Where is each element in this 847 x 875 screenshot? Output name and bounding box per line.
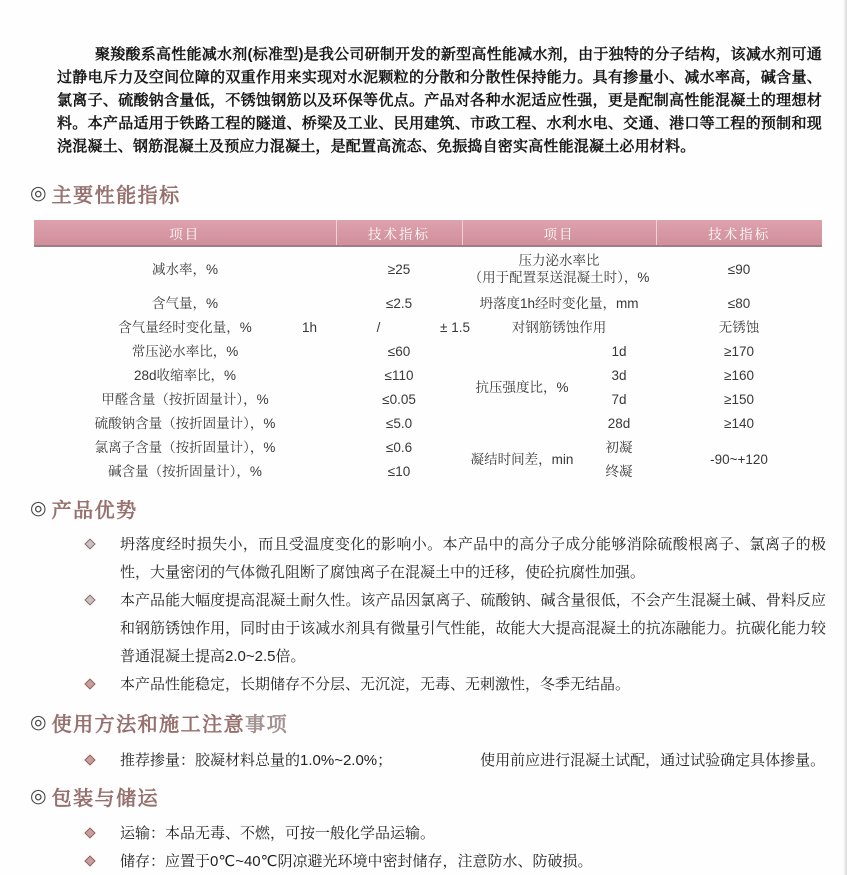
cell-value: ≥170 [724, 343, 754, 359]
cell-value: ≤0.6 [385, 439, 413, 455]
col-header-index-right: 技术指标 [656, 220, 822, 246]
transport-text: 运输：本品无毒、不燃，可按一般化学品运输。 [120, 825, 436, 842]
cell-item: 减水率，% [151, 261, 218, 277]
cell-item: 28d收缩率比，% [133, 367, 237, 383]
table-row [34, 315, 822, 339]
list-item [86, 747, 826, 775]
cell-value: ≤80 [727, 295, 751, 311]
section-title: 主要性能指标 [51, 185, 181, 207]
section-marker-icon: ◎ [30, 498, 47, 519]
table-row [34, 363, 822, 387]
section-heading-advantages [30, 494, 138, 523]
cell-value: ≤0.05 [382, 391, 416, 407]
performance-table [34, 220, 822, 483]
cell-subitem: 初凝 [605, 439, 633, 455]
section-title: 使用方法和施工注意 [51, 714, 246, 736]
section-marker-icon: ◎ [30, 786, 47, 807]
cell-value: ≤60 [387, 343, 411, 359]
table-row [34, 411, 822, 435]
col-header-item-right: 项目 [462, 220, 656, 246]
cell-value-part: ± 1.5 [440, 319, 470, 335]
cell-item: 硫酸钠含量（按折固量计），% [94, 415, 276, 431]
cell-item-line2: （用于配置泵送混凝土时），% [468, 270, 650, 285]
cell-subitem: 28d [607, 415, 631, 431]
table-row [34, 387, 822, 411]
cell-value-part: / [376, 319, 381, 335]
list-item [86, 531, 826, 587]
cell-value: ≥150 [724, 391, 754, 407]
cell-value-part: 1h [302, 319, 318, 335]
section-title-tail: 事项 [245, 714, 289, 736]
diamond-bullet-icon [84, 538, 95, 549]
cell-item-line1: 压力泌水率比 [518, 253, 600, 268]
cell-value: ≤5.0 [385, 415, 413, 431]
col-header-item-left: 项目 [34, 220, 336, 246]
cell-subitem: 7d [611, 391, 627, 407]
list-item [86, 848, 826, 875]
section-heading-packing [30, 782, 159, 811]
cell-item-group-label: 抗压强度比，% [475, 379, 569, 395]
section-marker-icon: ◎ [30, 183, 47, 204]
list-item-text: 本产品性能稳定，长期储存不分层、无沉淀，无毒、无刺激性，冬季无结晶。 [120, 676, 631, 693]
cell-value: ≥140 [724, 415, 754, 431]
diamond-bullet-icon [84, 754, 95, 765]
cell-item: 对钢筋锈蚀作用 [511, 319, 607, 335]
diamond-bullet-icon [84, 855, 95, 866]
diamond-bullet-icon [84, 827, 95, 838]
cell-item: 含气量经时变化量，% [118, 319, 252, 335]
cell-item [462, 246, 656, 291]
storage-text: 储存：应置于0℃~40℃阴凉避光环境中密封储存，注意防水、防破损。 [120, 853, 593, 870]
intro-paragraph: 聚羧酸系高性能减水剂(标准型)是我公司研制开发的新型高性能减水剂，由于独特的分子结构，该减水剂可通过静电斥力及空间位障的双重作用来实现对水泥颗粒的分散和分散性保持能力。具有掺量小、减水率高，碱含量、氯离子、硫酸钠含量低，不锈蚀钢筋以及环保等优点。产品对各种水泥适应性强，更是配制高性能混凝土的理想材料。本产品适用于铁路工程的隧道、桥梁及工业、民用建筑、市政工程、水利水电、交通、港口等工程的预制和现浇混凝土、钢筋混凝土及预应力混凝土，是配置高流态、免振捣自密实高性能混凝土必用材料。 [57, 46, 822, 155]
cell-value: ≤110 [384, 367, 414, 383]
cell-subitem: 3d [611, 367, 627, 383]
section-marker-icon: ◎ [30, 712, 47, 733]
cell-item: 氯离子含量（按折固量计），% [94, 439, 276, 455]
cell-subitem: 1d [611, 343, 627, 359]
trial-mix-note: 使用前应进行混凝土试配，通过试验确定具体掺量。 [480, 752, 826, 769]
advantages-list [86, 531, 826, 699]
cell-item: 甲醛含量（按折固量计），% [101, 391, 269, 407]
packing-list [86, 820, 826, 875]
section-heading-usage [30, 708, 288, 737]
table-header-row [34, 220, 822, 246]
cell-value [302, 315, 470, 339]
dosage-text: 推荐掺量：胶凝材料总量的1.0%~2.0%； [120, 752, 393, 769]
cell-subitem: 终凝 [605, 463, 633, 479]
cell-item: 常压泌水率比，% [131, 343, 239, 359]
cell-value: 无锈蚀 [718, 319, 760, 335]
section-heading-performance [30, 179, 181, 208]
cell-value: ≥25 [387, 261, 411, 277]
list-item [86, 671, 826, 699]
cell-value: -90~+120 [710, 451, 768, 467]
cell-value: ≤10 [387, 463, 411, 479]
section-title: 包装与储运 [51, 788, 160, 810]
table-row [34, 339, 822, 363]
col-header-index-left: 技术指标 [336, 220, 462, 246]
cell-item: 含气量，% [151, 295, 218, 311]
diamond-bullet-icon [84, 594, 95, 605]
cell-item: 碱含量（按折固量计），% [108, 463, 262, 479]
cell-value: ≥160 [724, 367, 754, 383]
list-item-text: 本产品能大幅度提高混凝土耐久性。该产品因氯离子、硫酸钠、碱含量很低，不会产生混凝土碱、骨料反应和钢筋锈蚀作用，同时由于该减水剂具有微量引气性能，故能大大提高混凝土的抗冻融能力。抗碳化能力较普通混凝土提高2.0~2.5倍。 [120, 592, 826, 665]
list-item [86, 820, 826, 848]
list-item-text: 坍落度经时损失小，而且受温度变化的影响小。本产品中的高分子成分能够消除硫酸根离子、氯离子的极性，大量密闭的气体微孔阻断了腐蚀离子在混凝土中的迁移，使砼抗腐性加强。 [120, 536, 826, 581]
cell-value: ≤90 [727, 261, 751, 277]
usage-list [86, 747, 826, 775]
cell-item: 坍落度1h经时变化量，mm [479, 295, 639, 311]
table-row [34, 291, 822, 315]
cell-value: ≤2.5 [385, 295, 413, 311]
list-item [86, 587, 826, 671]
diamond-bullet-icon [84, 678, 95, 689]
list-item-text [120, 747, 826, 775]
table-row [34, 246, 822, 291]
cell-item-group-label: 凝结时间差，min [470, 451, 574, 467]
section-title: 产品优势 [51, 500, 138, 522]
table-row [34, 435, 822, 459]
